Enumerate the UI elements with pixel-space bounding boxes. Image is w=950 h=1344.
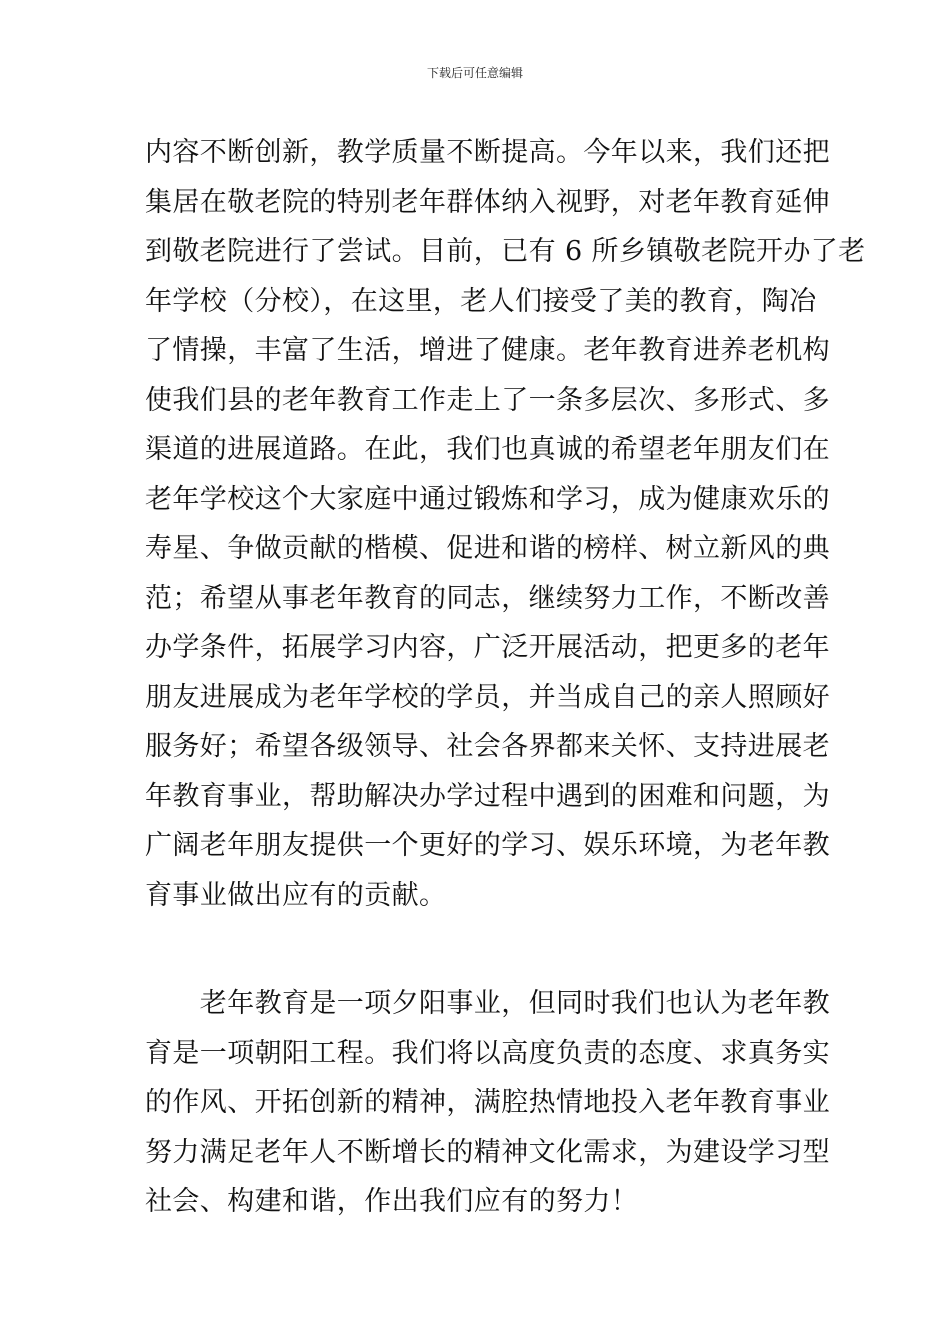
text-line: 集居在敬老院的特别老年群体纳入视野，对老年教育延伸	[145, 186, 830, 218]
paragraph-2	[145, 979, 830, 1227]
text-line: 寿星、争做贡献的楷模、促进和谐的榜样、树立新风的典	[145, 533, 830, 564]
text-line: 广阔老年朋友提供一个更好的学习、娱乐环境，为老年教	[145, 830, 830, 861]
text-line: 年教育事业，帮助解决办学过程中遇到的困难和问题，为	[145, 780, 830, 812]
text-line: 育是一项朝阳工程。我们将以高度负责的态度、求真务实	[145, 1037, 830, 1069]
text-line: 努力满足老年人不断增长的精神文化需求，为建设学习型	[145, 1136, 830, 1168]
text-line: 的作风、开拓创新的精神，满腔热情地投入老年教育事业	[145, 1087, 830, 1118]
text-line: 办学条件，拓展学习内容，广泛开展活动，把更多的老年	[145, 632, 830, 663]
text-line: 到敬老院进行了尝试。目前，已有 6 所乡镇敬老院开办了老	[145, 236, 866, 267]
paragraph-1	[145, 128, 866, 920]
text-line: 朋友进展成为老年学校的学员，并当成自己的亲人照顾好	[145, 681, 830, 713]
page-header: 下载后可任意编辑	[426, 66, 523, 80]
document-body	[145, 128, 866, 1227]
text-line: 老年教育是一项夕阳事业，但同时我们也认为老年教	[145, 988, 830, 1019]
text-line: 使我们县的老年教育工作走上了一条多层次、多形式、多	[145, 384, 830, 416]
text-line: 渠道的进展道路。在此，我们也真诚的希望老年朋友们在	[145, 434, 830, 465]
text-line: 育事业做出应有的贡献。	[145, 879, 447, 911]
text-line: 老年学校这个大家庭中通过锻炼和学习，成为健康欢乐的	[145, 483, 830, 515]
text-line: 服务好；希望各级领导、社会各界都来关怀、支持进展老	[145, 731, 830, 762]
text-line: 范；希望从事老年教育的同志，继续努力工作，不断改善	[145, 582, 830, 614]
paragraph-spacer	[145, 920, 810, 979]
text-line: 了情操，丰富了生活，增进了健康。老年教育进养老机构	[145, 335, 830, 366]
text-line: 年学校（分校），在这里，老人们接受了美的教育，陶冶	[145, 285, 817, 317]
text-line: 内容不断创新，教学质量不断提高。今年以来，我们还把	[145, 137, 830, 168]
text-line: 社会、构建和谐，作出我们应有的努力！	[145, 1186, 639, 1217]
